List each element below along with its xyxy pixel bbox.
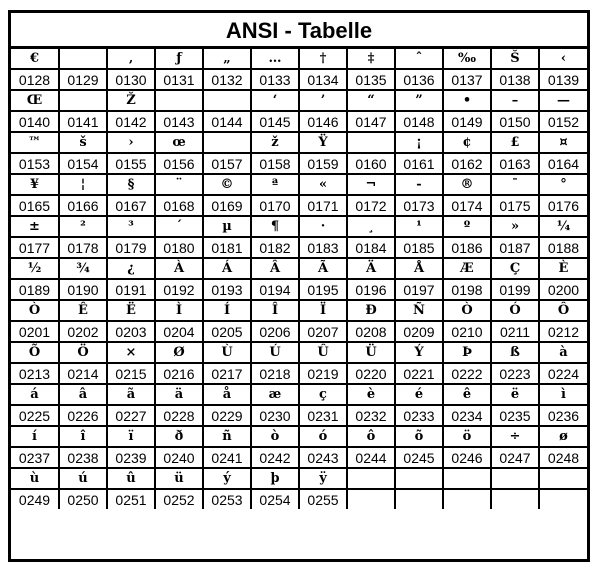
glyph-cell: « (299, 174, 347, 195)
code-cell: 0249 (11, 489, 59, 509)
glyph-cell: ¬ (347, 174, 395, 195)
glyph-cell: œ (155, 132, 203, 153)
glyph-cell: „ (203, 49, 251, 69)
glyph-cell: ò (251, 426, 299, 447)
code-cell: 0169 (203, 195, 251, 216)
glyph-cell: ÿ (299, 468, 347, 489)
code-row (11, 195, 587, 216)
code-cell: 0134 (299, 69, 347, 90)
code-cell: 0192 (155, 279, 203, 300)
glyph-cell: µ (203, 216, 251, 237)
code-cell: 0212 (539, 321, 587, 342)
code-cell: 0165 (11, 195, 59, 216)
code-cell: 0140 (11, 111, 59, 132)
code-cell: 0240 (155, 447, 203, 468)
code-cell: 0180 (155, 237, 203, 258)
code-cell: 0150 (491, 111, 539, 132)
glyph-cell: ¨ (155, 174, 203, 195)
code-cell: 0138 (491, 69, 539, 90)
glyph-cell: Ð (347, 300, 395, 321)
code-cell: 0166 (59, 195, 107, 216)
code-cell: 0214 (59, 363, 107, 384)
code-cell: 0149 (443, 111, 491, 132)
code-cell: 0229 (203, 405, 251, 426)
glyph-cell (347, 468, 395, 489)
code-cell: 0183 (299, 237, 347, 258)
glyph-cell: Ë (107, 300, 155, 321)
glyph-cell: Ì (155, 300, 203, 321)
glyph-cell: ƒ (155, 49, 203, 69)
glyph-cell: Ö (59, 342, 107, 363)
glyph-cell: Ä (347, 258, 395, 279)
code-cell: 0215 (107, 363, 155, 384)
code-cell: 0231 (299, 405, 347, 426)
glyph-cell: ¤ (539, 132, 587, 153)
code-cell: 0144 (203, 111, 251, 132)
code-cell: 0227 (107, 405, 155, 426)
code-cell: 0201 (11, 321, 59, 342)
code-cell (539, 489, 587, 509)
glyph-cell: › (107, 132, 155, 153)
glyph-row (11, 174, 587, 195)
glyph-cell: Ý (395, 342, 443, 363)
code-cell: 0245 (395, 447, 443, 468)
glyph-cell: Ò (11, 300, 59, 321)
glyph-cell: ä (155, 384, 203, 405)
code-cell: 0253 (203, 489, 251, 509)
code-cell: 0233 (395, 405, 443, 426)
glyph-cell: Ü (347, 342, 395, 363)
glyph-cell: ¶ (251, 216, 299, 237)
glyph-cell (203, 132, 251, 153)
glyph-cell: ø (539, 426, 587, 447)
glyph-cell: ï (107, 426, 155, 447)
glyph-cell: ™ (11, 132, 59, 153)
code-cell: 0194 (251, 279, 299, 300)
glyph-cell: Ø (155, 342, 203, 363)
glyph-cell: — (539, 90, 587, 111)
code-cell: 0205 (203, 321, 251, 342)
code-cell: 0202 (59, 321, 107, 342)
glyph-cell: ¥ (11, 174, 59, 195)
code-cell: 0241 (203, 447, 251, 468)
glyph-cell: Ñ (395, 300, 443, 321)
glyph-cell (155, 90, 203, 111)
code-cell: 0173 (395, 195, 443, 216)
code-cell: 0252 (155, 489, 203, 509)
glyph-cell: ± (11, 216, 59, 237)
ansi-table (11, 49, 587, 509)
code-cell: 0237 (11, 447, 59, 468)
code-cell: 0160 (347, 153, 395, 174)
glyph-cell: Å (395, 258, 443, 279)
glyph-cell: © (203, 174, 251, 195)
glyph-cell: ã (107, 384, 155, 405)
code-cell: 0157 (203, 153, 251, 174)
code-cell: 0209 (395, 321, 443, 342)
glyph-cell: ¸ (347, 216, 395, 237)
code-cell: 0203 (107, 321, 155, 342)
table-title: ANSI - Tabelle (11, 13, 587, 49)
code-cell: 0255 (299, 489, 347, 509)
glyph-cell: ˆ (395, 49, 443, 69)
code-row (11, 405, 587, 426)
code-cell: 0232 (347, 405, 395, 426)
glyph-cell: Š (491, 49, 539, 69)
glyph-cell: ú (59, 468, 107, 489)
glyph-cell: Ž (107, 90, 155, 111)
code-cell: 0154 (59, 153, 107, 174)
glyph-cell: “ (347, 90, 395, 111)
glyph-cell: þ (251, 468, 299, 489)
glyph-cell: ¢ (443, 132, 491, 153)
ansi-table-frame (8, 10, 590, 562)
code-cell: 0225 (11, 405, 59, 426)
glyph-cell: ‰ (443, 49, 491, 69)
code-cell: 0137 (443, 69, 491, 90)
glyph-cell: Ó (491, 300, 539, 321)
code-cell: 0206 (251, 321, 299, 342)
glyph-cell: ¿ (107, 258, 155, 279)
glyph-cell: Ç (491, 258, 539, 279)
code-cell: 0187 (491, 237, 539, 258)
code-cell: 0224 (539, 363, 587, 384)
glyph-cell: Â (251, 258, 299, 279)
code-cell: 0219 (299, 363, 347, 384)
code-cell: 0188 (539, 237, 587, 258)
code-cell: 0135 (347, 69, 395, 90)
code-cell: 0230 (251, 405, 299, 426)
code-cell: 0217 (203, 363, 251, 384)
code-cell: 0247 (491, 447, 539, 468)
code-cell: 0143 (155, 111, 203, 132)
glyph-cell: ó (299, 426, 347, 447)
code-cell: 0185 (395, 237, 443, 258)
glyph-cell: Û (299, 342, 347, 363)
code-cell: 0172 (347, 195, 395, 216)
glyph-cell: ¯ (491, 174, 539, 195)
glyph-row (11, 342, 587, 363)
code-cell: 0146 (299, 111, 347, 132)
glyph-cell: Î (251, 300, 299, 321)
glyph-cell (59, 90, 107, 111)
code-row (11, 237, 587, 258)
code-cell: 0174 (443, 195, 491, 216)
code-cell: 0210 (443, 321, 491, 342)
code-cell: 0158 (251, 153, 299, 174)
code-cell: 0226 (59, 405, 107, 426)
code-cell: 0163 (491, 153, 539, 174)
code-cell: 0208 (347, 321, 395, 342)
glyph-cell: € (11, 49, 59, 69)
code-cell: 0178 (59, 237, 107, 258)
glyph-cell: ¦ (59, 174, 107, 195)
glyph-cell: à (539, 342, 587, 363)
glyph-row (11, 258, 587, 279)
code-cell: 0198 (443, 279, 491, 300)
glyph-cell: À (155, 258, 203, 279)
code-cell: 0191 (107, 279, 155, 300)
code-cell: 0181 (203, 237, 251, 258)
glyph-cell: • (443, 90, 491, 111)
code-cell: 0248 (539, 447, 587, 468)
code-cell: 0164 (539, 153, 587, 174)
code-cell: 0190 (59, 279, 107, 300)
glyph-cell: ¡ (395, 132, 443, 153)
glyph-cell: ³ (107, 216, 155, 237)
glyph-row (11, 90, 587, 111)
code-cell: 0197 (395, 279, 443, 300)
code-cell: 0147 (347, 111, 395, 132)
code-cell: 0254 (251, 489, 299, 509)
code-cell: 0184 (347, 237, 395, 258)
glyph-cell: Ô (539, 300, 587, 321)
glyph-cell: Ï (299, 300, 347, 321)
glyph-cell: Ã (299, 258, 347, 279)
code-cell: 0139 (539, 69, 587, 90)
code-cell: 0216 (155, 363, 203, 384)
code-cell: 0136 (395, 69, 443, 90)
glyph-cell: ü (155, 468, 203, 489)
code-cell: 0128 (11, 69, 59, 90)
glyph-row (11, 216, 587, 237)
code-cell: 0228 (155, 405, 203, 426)
glyph-cell: û (107, 468, 155, 489)
code-cell: 0223 (491, 363, 539, 384)
code-cell: 0207 (299, 321, 347, 342)
code-cell: 0221 (395, 363, 443, 384)
code-cell (491, 489, 539, 509)
glyph-cell: Þ (443, 342, 491, 363)
glyph-cell: Ÿ (299, 132, 347, 153)
glyph-cell: å (203, 384, 251, 405)
code-row (11, 447, 587, 468)
code-row (11, 321, 587, 342)
code-cell: 0179 (107, 237, 155, 258)
code-row (11, 153, 587, 174)
code-cell: 0193 (203, 279, 251, 300)
glyph-cell (203, 90, 251, 111)
glyph-cell: ‘ (251, 90, 299, 111)
glyph-cell: ž (251, 132, 299, 153)
code-cell: 0236 (539, 405, 587, 426)
glyph-cell: é (395, 384, 443, 405)
code-cell: 0242 (251, 447, 299, 468)
glyph-row (11, 384, 587, 405)
glyph-cell: ê (443, 384, 491, 405)
glyph-cell: è (347, 384, 395, 405)
code-cell: 0152 (539, 111, 587, 132)
glyph-cell: ª (251, 174, 299, 195)
glyph-cell: í (11, 426, 59, 447)
code-cell: 0251 (107, 489, 155, 509)
glyph-cell: ® (443, 174, 491, 195)
code-cell: 0204 (155, 321, 203, 342)
code-cell: 0171 (299, 195, 347, 216)
glyph-cell: Ò (443, 300, 491, 321)
code-cell: 0162 (443, 153, 491, 174)
glyph-cell: Œ (11, 90, 59, 111)
glyph-cell: Õ (11, 342, 59, 363)
glyph-cell: ‡ (347, 49, 395, 69)
code-cell: 0142 (107, 111, 155, 132)
glyph-cell: ù (11, 468, 59, 489)
glyph-cell: È (539, 258, 587, 279)
code-cell: 0153 (11, 153, 59, 174)
glyph-cell: † (299, 49, 347, 69)
glyph-cell (443, 468, 491, 489)
code-cell: 0213 (11, 363, 59, 384)
code-cell: 0243 (299, 447, 347, 468)
glyph-cell: â (59, 384, 107, 405)
code-cell: 0145 (251, 111, 299, 132)
glyph-cell: £ (491, 132, 539, 153)
glyph-cell (491, 468, 539, 489)
glyph-cell: ¹ (395, 216, 443, 237)
code-cell: 0222 (443, 363, 491, 384)
glyph-cell: ß (491, 342, 539, 363)
glyph-cell: § (107, 174, 155, 195)
glyph-cell: ì (539, 384, 587, 405)
code-cell: 0196 (347, 279, 395, 300)
glyph-cell: Á (203, 258, 251, 279)
code-cell: 0238 (59, 447, 107, 468)
code-cell: 0129 (59, 69, 107, 90)
glyph-cell: Í (203, 300, 251, 321)
glyph-row (11, 132, 587, 153)
glyph-cell: ö (443, 426, 491, 447)
code-cell: 0130 (107, 69, 155, 90)
glyph-cell: ” (395, 90, 443, 111)
code-row (11, 69, 587, 90)
code-cell: 0218 (251, 363, 299, 384)
code-cell: 0141 (59, 111, 107, 132)
glyph-cell (347, 132, 395, 153)
code-cell: 0235 (491, 405, 539, 426)
code-cell: 0246 (443, 447, 491, 468)
glyph-cell: ² (59, 216, 107, 237)
code-cell: 0234 (443, 405, 491, 426)
glyph-cell: ’ (299, 90, 347, 111)
glyph-cell: æ (251, 384, 299, 405)
code-cell: 0176 (539, 195, 587, 216)
code-row (11, 489, 587, 509)
code-cell: 0159 (299, 153, 347, 174)
glyph-cell (59, 49, 107, 69)
code-cell: 0161 (395, 153, 443, 174)
glyph-row (11, 300, 587, 321)
glyph-cell: ý (203, 468, 251, 489)
glyph-row (11, 49, 587, 69)
glyph-cell: ÷ (491, 426, 539, 447)
code-cell: 0168 (155, 195, 203, 216)
glyph-cell: î (59, 426, 107, 447)
code-cell: 0131 (155, 69, 203, 90)
code-cell: 0189 (11, 279, 59, 300)
glyph-cell: ° (539, 174, 587, 195)
glyph-cell: ¼ (539, 216, 587, 237)
code-cell: 0200 (539, 279, 587, 300)
code-cell: 0182 (251, 237, 299, 258)
glyph-cell: ë (491, 384, 539, 405)
glyph-row (11, 426, 587, 447)
glyph-cell: ð (155, 426, 203, 447)
glyph-cell: … (251, 49, 299, 69)
code-cell (347, 489, 395, 509)
glyph-cell: × (107, 342, 155, 363)
glyph-row (11, 468, 587, 489)
glyph-cell: » (491, 216, 539, 237)
code-cell: 0175 (491, 195, 539, 216)
glyph-cell: – (491, 90, 539, 111)
code-row (11, 111, 587, 132)
glyph-cell: º (443, 216, 491, 237)
glyph-cell: · (299, 216, 347, 237)
glyph-cell: Ù (203, 342, 251, 363)
glyph-cell: ½ (11, 258, 59, 279)
glyph-cell: ô (347, 426, 395, 447)
code-cell: 0177 (11, 237, 59, 258)
code-cell: 0170 (251, 195, 299, 216)
code-cell: 0186 (443, 237, 491, 258)
glyph-cell: Ê (59, 300, 107, 321)
code-row (11, 279, 587, 300)
code-cell: 0155 (107, 153, 155, 174)
code-cell: 0211 (491, 321, 539, 342)
code-cell: 0199 (491, 279, 539, 300)
glyph-cell: ‹ (539, 49, 587, 69)
code-cell (395, 489, 443, 509)
glyph-cell (539, 468, 587, 489)
code-cell: 0250 (59, 489, 107, 509)
code-cell: 0244 (347, 447, 395, 468)
glyph-cell: ç (299, 384, 347, 405)
glyph-cell: š (59, 132, 107, 153)
code-cell: 0132 (203, 69, 251, 90)
glyph-cell: ‚ (107, 49, 155, 69)
code-cell: 0167 (107, 195, 155, 216)
code-cell: 0156 (155, 153, 203, 174)
glyph-cell: õ (395, 426, 443, 447)
glyph-cell: Æ (443, 258, 491, 279)
code-cell (443, 489, 491, 509)
code-cell: 0133 (251, 69, 299, 90)
glyph-cell: - (395, 174, 443, 195)
glyph-cell: ¾ (59, 258, 107, 279)
code-cell: 0148 (395, 111, 443, 132)
code-cell: 0195 (299, 279, 347, 300)
glyph-cell: ñ (203, 426, 251, 447)
code-row (11, 363, 587, 384)
glyph-cell: á (11, 384, 59, 405)
code-cell: 0239 (107, 447, 155, 468)
code-cell: 0220 (347, 363, 395, 384)
glyph-cell: Ú (251, 342, 299, 363)
glyph-cell (395, 468, 443, 489)
glyph-cell: ´ (155, 216, 203, 237)
